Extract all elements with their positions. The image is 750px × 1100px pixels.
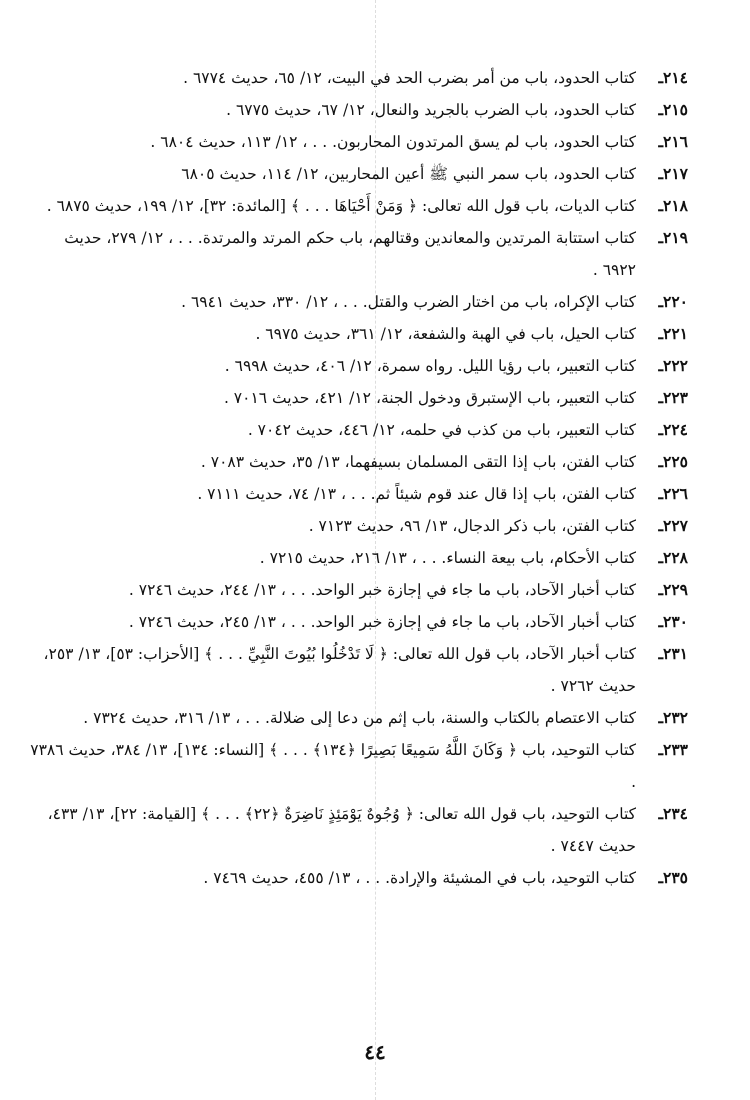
entry-citation: كتاب الاعتصام بالكتاب والسنة، باب إثم من دعا إلى ضلالة. . . ، ١٣/ ٣١٦، حديث ٧٣٢٤ . [83, 709, 636, 727]
list-item [30, 606, 688, 638]
list-item [30, 158, 688, 190]
entry-number: ٢٢١ـ [658, 324, 688, 343]
entry-citation: كتاب استتابة المرتدين والمعاندين وقتالهم، باب حكم المرتد والمرتدة. . . ، ١٢/ ٢٧٩، حديث ٦٩٢٢ . [64, 229, 636, 279]
entry-citation: كتاب الحدود، باب من أمر بضرب الحد في البيت، ١٢/ ٦٥، حديث ٦٧٧٤ . [183, 69, 636, 87]
entry-citation: كتاب الحدود، باب الضرب بالجريد والنعال، ١٢/ ٦٧، حديث ٦٧٧٥ . [226, 101, 636, 119]
entry-number: ٢٣٤ـ [658, 804, 688, 823]
entry-citation: كتاب الأحكام، باب بيعة النساء. . . ، ١٣/ ٢١٦، حديث ٧٢١٥ . [259, 549, 636, 567]
entry-number: ٢٣٢ـ [658, 708, 688, 727]
entry-citation: كتاب الفتن، باب ذكر الدجال، ١٣/ ٩٦، حديث ٧١٢٣ . [308, 517, 636, 535]
entry-number: ٢١٤ـ [658, 68, 688, 87]
entry-citation: كتاب التعبير، باب رؤيا الليل. رواه سمرة، ١٢/ ٤٠٦، حديث ٦٩٩٨ . [224, 357, 636, 375]
list-item [30, 510, 688, 542]
entry-citation: كتاب الفتن، باب إذا التقى المسلمان بسيفهما، ١٣/ ٣٥، حديث ٧٠٨٣ . [200, 453, 636, 471]
list-item [30, 798, 688, 862]
entry-citation: كتاب الحدود، باب سمر النبي ﷺ أعين المحاربين، ١٢/ ١١٤، حديث ٦٨٠٥ [181, 165, 636, 183]
entry-citation: كتاب الحدود، باب لم يسق المرتدون المحاربون. . . ، ١٢/ ١١٣، حديث ٦٨٠٤ . [150, 133, 636, 151]
list-item [30, 862, 688, 894]
list-item [30, 734, 688, 798]
entry-citation: كتاب التوحيد، باب ﴿ وَكَانَ اللَّهُ سَمِيعًا بَصِيرًا ﴿١٣٤﴾ . . . ﴾ [النساء: ١٣٤]، ١٣/ ٣٨٤، حديث ٧٣٨٦ . [30, 741, 636, 791]
list-item [30, 446, 688, 478]
entry-number: ٢١٧ـ [658, 164, 688, 183]
entry-number: ٢٣٥ـ [658, 868, 688, 887]
list-item [30, 382, 688, 414]
entry-citation: كتاب التعبير، باب من كذب في حلمه، ١٢/ ٤٤٦، حديث ٧٠٤٢ . [247, 421, 636, 439]
entry-number: ٢١٦ـ [658, 132, 688, 151]
list-item [30, 222, 688, 286]
entry-citation: كتاب أخبار الآحاد، باب ما جاء في إجازة خبر الواحد. . . ، ١٣/ ٢٤٤، حديث ٧٢٤٦ . [128, 581, 636, 599]
page-number: ٤٤ [364, 1040, 386, 1064]
entry-number: ٢١٥ـ [658, 100, 688, 119]
list-item [30, 62, 688, 94]
reference-list [30, 62, 688, 894]
entry-citation: كتاب التوحيد، باب قول الله تعالى: ﴿ وُجُوهٌ يَوْمَئِذٍ نَاضِرَةٌ ﴿٢٢﴾ . . . ﴾ [القيامة: ٢٢]، ١٣/ ٤٣٣، حديث ٧٤٤٧ . [47, 805, 636, 855]
entry-citation: كتاب الحيل، باب في الهبة والشفعة، ١٢/ ٣٦١، حديث ٦٩٧٥ . [255, 325, 636, 343]
entry-citation: كتاب الديات، باب قول الله تعالى: ﴿ وَمَنْ أَحْيَاهَا . . . ﴾ [المائدة: ٣٢]، ١٢/ ١٩٩، حديث ٦٨٧٥ . [46, 197, 636, 215]
list-item [30, 478, 688, 510]
list-item [30, 190, 688, 222]
entry-number: ٢٣١ـ [658, 644, 688, 663]
list-item [30, 542, 688, 574]
entry-number: ٢٢٠ـ [658, 292, 688, 311]
list-item [30, 574, 688, 606]
list-item [30, 126, 688, 158]
entry-number: ٢١٨ـ [658, 196, 688, 215]
list-item [30, 94, 688, 126]
entry-number: ٢٢٩ـ [658, 580, 688, 599]
entry-citation: كتاب التعبير، باب الإستبرق ودخول الجنة، ١٢/ ٤٢١، حديث ٧٠١٦ . [223, 389, 636, 407]
list-item [30, 350, 688, 382]
entry-citation: كتاب أخبار الآحاد، باب ما جاء في إجازة خبر الواحد. . . ، ١٣/ ٢٤٥، حديث ٧٢٤٦ . [128, 613, 636, 631]
entry-citation: كتاب الإكراه، باب من اختار الضرب والقتل. . . ، ١٢/ ٣٣٠، حديث ٦٩٤١ . [181, 293, 636, 311]
entry-number: ٢١٩ـ [658, 228, 688, 247]
entry-number: ٢٣٠ـ [658, 612, 688, 631]
entry-number: ٢٣٣ـ [658, 740, 688, 759]
list-item [30, 702, 688, 734]
entry-number: ٢٢٢ـ [658, 356, 688, 375]
entry-number: ٢٢٨ـ [658, 548, 688, 567]
list-item [30, 414, 688, 446]
entry-citation: كتاب التوحيد، باب في المشيئة والإرادة. . . ، ١٣/ ٤٥٥، حديث ٧٤٦٩ . [203, 869, 636, 887]
list-item [30, 286, 688, 318]
entry-number: ٢٢٤ـ [658, 420, 688, 439]
entry-number: ٢٢٧ـ [658, 516, 688, 535]
entry-citation: كتاب أخبار الآحاد، باب قول الله تعالى: ﴿ لَا تَدْخُلُوا بُيُوتَ النَّبِيِّ . . . ﴾ [الأحزاب: ٥٣]، ١٣/ ٢٥٣، حديث ٧٢٦٢ . [43, 645, 636, 695]
list-item [30, 638, 688, 702]
entry-number: ٢٢٣ـ [658, 388, 688, 407]
entry-citation: كتاب الفتن، باب إذا قال عند قوم شيئاً ثم. . . ، ١٣/ ٧٤، حديث ٧١١١ . [197, 485, 636, 503]
list-item [30, 318, 688, 350]
entry-number: ٢٢٥ـ [658, 452, 688, 471]
entry-number: ٢٢٦ـ [658, 484, 688, 503]
